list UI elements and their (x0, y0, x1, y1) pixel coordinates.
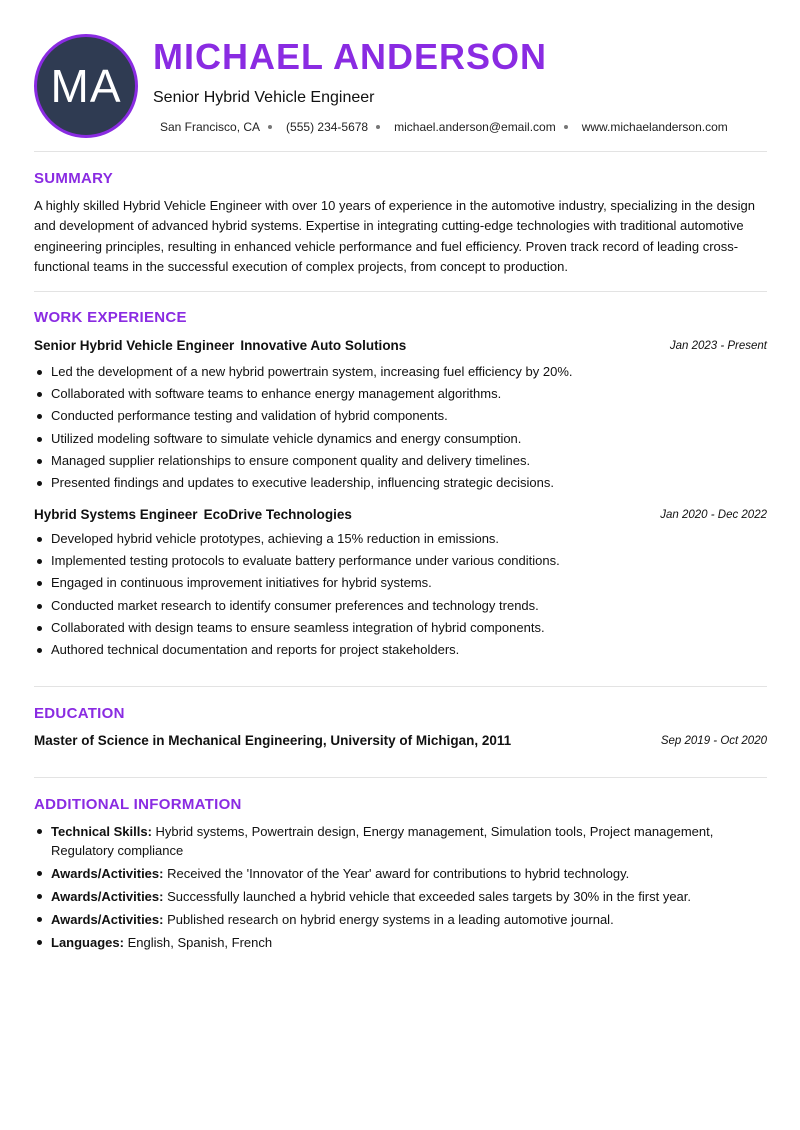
list-item: Collaborated with design teams to ensure seamless integration of hybrid components. (34, 617, 767, 639)
contact-info (160, 120, 728, 134)
list-item (34, 864, 767, 883)
job-company: EcoDrive Technologies (203, 507, 352, 522)
contact-website[interactable]: www.michaelanderson.com (581, 120, 728, 134)
job-dates: Jan 2023 - Present (669, 340, 767, 352)
additional-info-list (34, 822, 767, 956)
section-title-work-experience: WORK EXPERIENCE (34, 309, 187, 326)
separator-dot (376, 125, 380, 129)
avatar-initials: MA (50, 60, 122, 112)
item-label: Awards/Activities: (51, 912, 164, 927)
section-title-additional-information: ADDITIONAL INFORMATION (34, 796, 242, 813)
list-item: Presented findings and updates to executive leadership, influencing strategic decisions. (34, 472, 767, 494)
item-label: Languages: (51, 935, 124, 950)
education-dates: Sep 2019 - Oct 2020 (660, 735, 767, 747)
job-header (34, 338, 767, 356)
separator-dot (268, 125, 272, 129)
list-item (34, 910, 767, 929)
contact-phone: (555) 234-5678 (286, 120, 369, 134)
job-company: Innovative Auto Solutions (240, 338, 407, 353)
job-header (34, 507, 767, 525)
section-title-education: EDUCATION (34, 705, 125, 722)
contact-location: San Francisco, CA (160, 120, 261, 134)
job-title-line (34, 338, 406, 353)
job-title-line (34, 507, 352, 522)
section-title-summary: SUMMARY (34, 170, 114, 187)
candidate-title: Senior Hybrid Vehicle Engineer (153, 89, 375, 106)
separator-dot (564, 125, 568, 129)
summary-text: A highly skilled Hybrid Vehicle Engineer with over 10 years of experience in the automotive industry, specializing in the design and development of advanced hybrid systems. Expertise in integrating cutting-edge technologies with traditional automotive engineering principles, resulting in enhanced vehicle performance and fuel efficiency. Proven track record of leading cross-functional teams in the successful execution of complex projects, from concept to production. (34, 198, 755, 274)
list-item (34, 822, 767, 860)
item-text: Hybrid systems, Powertrain design, Energy management, Simulation tools, Project management, Regulatory compliance (51, 824, 714, 858)
item-text: Published research on hybrid energy systems in a leading automotive journal. (167, 912, 614, 927)
job-title: Senior Hybrid Vehicle Engineer (34, 338, 235, 353)
list-item (34, 887, 767, 906)
list-item: Utilized modeling software to simulate vehicle dynamics and energy consumption. (34, 428, 767, 450)
list-item: Collaborated with software teams to enhance energy management algorithms. (34, 383, 767, 405)
divider (34, 291, 767, 292)
list-item: Conducted market research to identify consumer preferences and technology trends. (34, 595, 767, 617)
education-degree: Master of Science in Mechanical Engineering, University of Michigan, 2011 (34, 733, 512, 748)
list-item: Conducted performance testing and validation of hybrid components. (34, 405, 767, 427)
item-text: Received the 'Innovator of the Year' award for contributions to hybrid technology. (167, 866, 630, 881)
list-item: Authored technical documentation and reports for project stakeholders. (34, 639, 767, 661)
job-bullets (34, 361, 767, 494)
divider (34, 151, 767, 152)
divider (34, 777, 767, 778)
list-item: Engaged in continuous improvement initiatives for hybrid systems. (34, 572, 767, 594)
job-title: Hybrid Systems Engineer (34, 507, 198, 522)
item-label: Awards/Activities: (51, 866, 164, 881)
list-item: Implemented testing protocols to evaluate battery performance under various conditions. (34, 550, 767, 572)
avatar (34, 34, 138, 138)
list-item: Managed supplier relationships to ensure component quality and delivery timelines. (34, 450, 767, 472)
divider (34, 686, 767, 687)
item-text: English, Spanish, French (127, 935, 273, 950)
candidate-name: MICHAEL ANDERSON (153, 36, 548, 77)
list-item: Led the development of a new hybrid powertrain system, increasing fuel efficiency by 20%. (34, 361, 767, 383)
item-text: Successfully launched a hybrid vehicle that exceeded sales targets by 30% in the first year. (167, 889, 691, 904)
list-item (34, 933, 767, 952)
item-label: Technical Skills: (51, 824, 152, 839)
list-item: Developed hybrid vehicle prototypes, achieving a 15% reduction in emissions. (34, 528, 767, 550)
item-label: Awards/Activities: (51, 889, 164, 904)
job-dates: Jan 2020 - Dec 2022 (660, 509, 767, 521)
contact-email[interactable]: michael.anderson@email.com (394, 120, 556, 134)
job-bullets (34, 528, 767, 661)
